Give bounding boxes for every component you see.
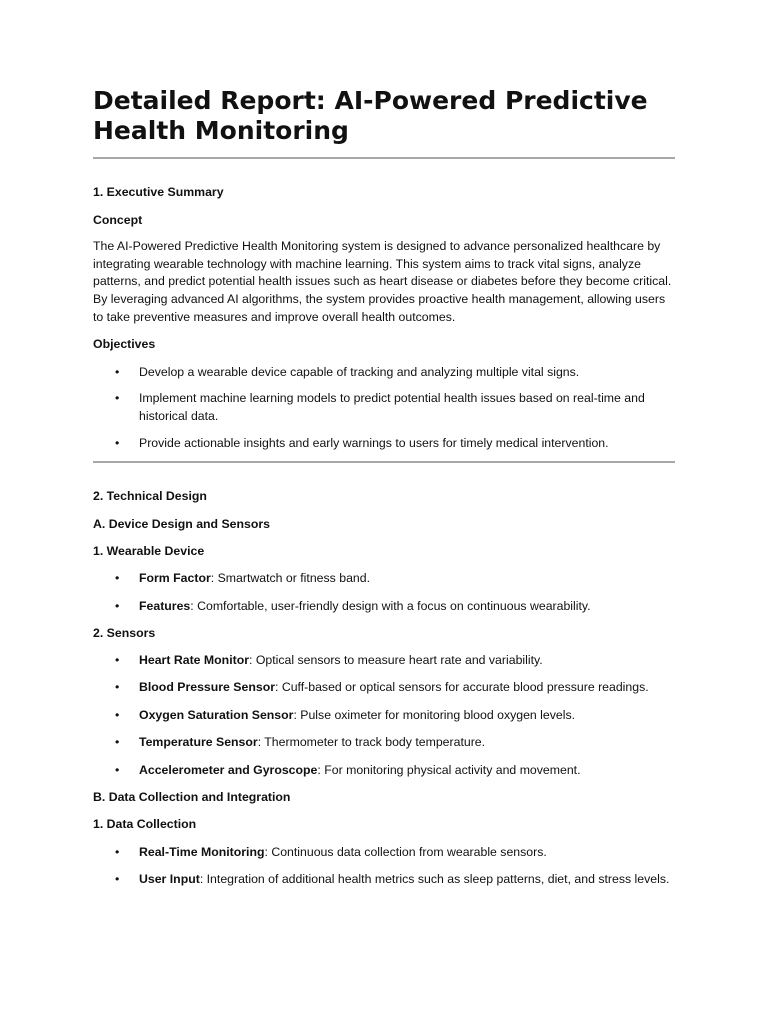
list-item: • Implement machine learning models to predict potential health issues based on real-time and historical data. — [93, 390, 675, 425]
list-item-desc: : Integration of additional health metrics such as sleep patterns, diet, and stress levels. — [199, 872, 670, 887]
list-item-term: Form Factor — [139, 570, 211, 585]
list-item-term: Temperature Sensor — [139, 735, 258, 750]
divider — [93, 461, 675, 463]
list-item-desc: : Smartwatch or fitness band. — [210, 570, 370, 585]
list-item-desc: : Cuff-based or optical sensors for accurate blood pressure readings. — [275, 680, 649, 695]
list-item — [93, 871, 675, 889]
list-item-term: Blood Pressure Sensor — [139, 680, 275, 695]
list-item-term: Heart Rate Monitor — [139, 652, 249, 667]
list-item: • Provide actionable insights and early warnings to users for timely medical intervention. — [93, 435, 675, 453]
subheading-wearable-device: 1. Wearable Device — [93, 544, 205, 559]
list-item — [93, 844, 675, 862]
section-heading-executive-summary: 1. Executive Summary — [93, 185, 224, 199]
list-item — [93, 570, 675, 588]
list-item-term: Oxygen Saturation Sensor — [139, 707, 294, 722]
list-item — [93, 734, 675, 752]
concept-paragraph: The AI-Powered Predictive Health Monitoring system is designed to advance personalized healthcare by integrating wearable technology with machine learning. This system aims to track vital signs, analyze patterns, and predict potential health issues such as heart disease or diabetes before they become critical. By leveraging advanced AI algorithms, the system provides proactive health management, allowing users to take preventive measures and improve overall health outcomes. — [93, 239, 672, 324]
list-item — [93, 762, 675, 780]
list-item-term: Features — [139, 598, 191, 613]
list-item-desc: : Pulse oximeter for monitoring blood oxygen levels. — [293, 707, 576, 722]
section-heading-technical-design: 2. Technical Design — [93, 489, 207, 504]
list-item-desc: : Optical sensors to measure heart rate and variability. — [249, 652, 543, 667]
list-item-term: Real-Time Monitoring — [139, 844, 265, 859]
list-item — [93, 598, 675, 616]
objectives-list — [93, 364, 675, 452]
list-item-desc: : Comfortable, user-friendly design with a focus on continuous wearability. — [190, 598, 591, 613]
list-item-desc: : For monitoring physical activity and movement. — [317, 763, 581, 778]
list-item-desc: : Thermometer to track body temperature. — [257, 735, 486, 750]
subheading-sensors: 2. Sensors — [93, 626, 156, 641]
subsection-heading-device-design: A. Device Design and Sensors — [93, 516, 271, 531]
subheading-data-collection: 1. Data Collection — [93, 817, 197, 832]
list-item — [93, 707, 675, 725]
list-item-term: User Input — [139, 872, 200, 887]
executive-summary-section — [93, 184, 675, 452]
report-title: Detailed Report: AI-Powered Predictive Health Monitoring — [93, 86, 648, 145]
list-item-desc: : Continuous data collection from wearable sensors. — [264, 844, 547, 859]
document-page — [93, 84, 675, 889]
subsection-heading-data-collection: B. Data Collection and Integration — [93, 789, 291, 804]
data-collection-list — [93, 844, 675, 889]
objectives-heading: Objectives — [93, 337, 156, 352]
divider — [93, 157, 675, 159]
list-item — [93, 679, 675, 697]
technical-design-section — [93, 488, 675, 889]
concept-heading: Concept — [93, 212, 143, 227]
wearable-device-list — [93, 570, 675, 615]
list-item — [93, 652, 675, 670]
sensors-list — [93, 652, 675, 780]
list-item: • Develop a wearable device capable of tracking and analyzing multiple vital signs. — [93, 364, 675, 382]
list-item-term: Accelerometer and Gyroscope — [139, 763, 318, 778]
